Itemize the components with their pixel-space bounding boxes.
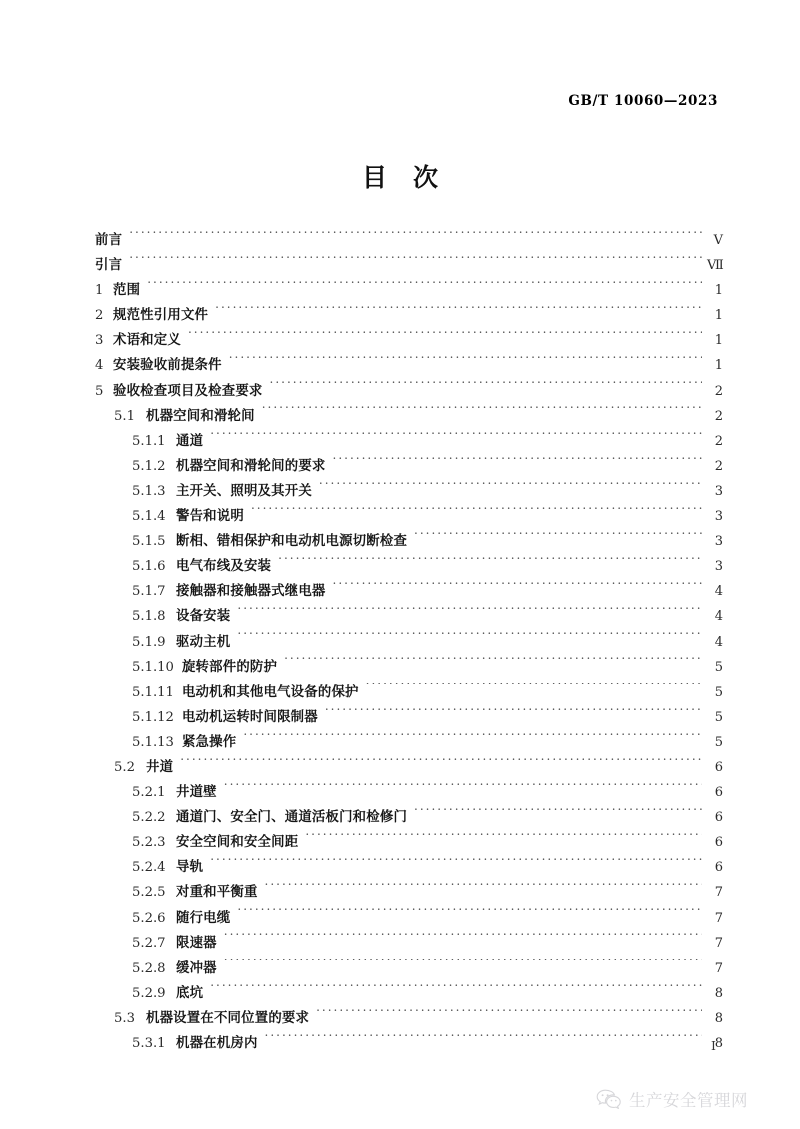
toc-entry-number: 5.1.7 xyxy=(132,584,166,600)
toc-entry-page-number: 4 xyxy=(714,609,723,625)
toc-entry-page-number: 2 xyxy=(714,433,723,449)
toc-entry-label: 验收检查项目及检查要求 xyxy=(113,383,263,399)
toc-dot-leader xyxy=(270,381,703,394)
toc-entry[interactable] xyxy=(95,404,723,429)
toc-entry-page-number: Ⅴ xyxy=(713,233,723,248)
toc-dot-leader xyxy=(210,432,702,445)
toc-entry[interactable] xyxy=(95,931,723,956)
toc-dot-leader xyxy=(305,833,702,846)
toc-dot-leader xyxy=(129,231,702,244)
toc-dot-leader xyxy=(210,984,702,997)
toc-entry-page-number: Ⅶ xyxy=(707,258,724,274)
toc-entry-page-number: 5 xyxy=(714,734,723,750)
toc-entry[interactable] xyxy=(95,1031,723,1056)
toc-dot-leader xyxy=(278,557,702,570)
toc-entry[interactable] xyxy=(95,604,723,629)
toc-entry[interactable] xyxy=(95,855,723,880)
toc-entry-page-number: 2 xyxy=(714,458,723,474)
toc-entry-page-number: 1 xyxy=(714,333,723,349)
toc-entry-label: 通道门、安全门、通道活板门和检修门 xyxy=(176,810,408,826)
toc-entry-page-number: 6 xyxy=(714,835,723,851)
toc-entry-number: 5.1.4 xyxy=(132,509,166,525)
toc-entry[interactable] xyxy=(95,228,723,253)
toc-dot-leader xyxy=(265,1034,702,1047)
toc-dot-leader xyxy=(237,908,702,921)
toc-entry-number: 5.1.8 xyxy=(132,609,166,625)
standard-number-header: GB/T 10060—2023 xyxy=(568,93,718,109)
toc-dot-leader xyxy=(284,657,702,670)
toc-entry-page-number: 7 xyxy=(714,910,723,926)
watermark xyxy=(596,1087,748,1111)
toc-entry-number: 5.1.1 xyxy=(132,433,166,449)
toc-entry-label: 电气布线及安装 xyxy=(176,559,272,575)
toc-entry-number: 3 xyxy=(95,333,104,349)
toc-entry[interactable] xyxy=(95,379,723,404)
toc-entry-page-number: 7 xyxy=(714,885,723,901)
toc-entry[interactable] xyxy=(95,655,723,680)
toc-entry-number: 5.1.5 xyxy=(132,534,166,550)
toc-entry-label: 警告和说明 xyxy=(176,509,244,525)
toc-entry-number: 5.2 xyxy=(114,759,135,775)
toc-entry[interactable] xyxy=(95,630,723,655)
toc-entry[interactable] xyxy=(95,981,723,1006)
toc-dot-leader xyxy=(237,632,702,645)
toc-dot-leader xyxy=(262,406,702,419)
toc-entry-label: 限速器 xyxy=(176,935,217,951)
toc-dot-leader xyxy=(215,306,702,319)
toc-entry[interactable] xyxy=(95,705,723,730)
toc-dot-leader xyxy=(319,482,702,495)
toc-entry-page-number: 6 xyxy=(714,759,723,775)
toc-entry[interactable] xyxy=(95,1006,723,1031)
toc-entry-number: 5.2.7 xyxy=(132,935,166,951)
toc-entry-label: 通道 xyxy=(176,433,204,449)
toc-entry[interactable] xyxy=(95,880,723,905)
toc-dot-leader xyxy=(243,733,702,746)
toc-entry-label: 机器空间和滑轮间的要求 xyxy=(176,458,326,474)
toc-entry[interactable] xyxy=(95,504,723,529)
toc-entry-label: 驱动主机 xyxy=(176,634,231,650)
toc-entry-page-number: 3 xyxy=(714,534,723,550)
toc-entry-label: 井道 xyxy=(146,759,174,775)
toc-entry[interactable] xyxy=(95,680,723,705)
toc-dot-leader xyxy=(224,783,702,796)
toc-entry-page-number: 2 xyxy=(714,408,723,424)
toc-entry-number: 5.1.11 xyxy=(132,684,174,700)
page-title-char-1: 目 xyxy=(361,163,387,192)
toc-entry[interactable] xyxy=(95,429,723,454)
toc-entry[interactable] xyxy=(95,303,723,328)
toc-entry-label: 断相、错相保护和电动机电源切断检查 xyxy=(176,534,408,550)
toc-entry-number: 5.2.5 xyxy=(132,885,166,901)
toc-entry-page-number: 3 xyxy=(714,509,723,525)
toc-entry-label: 设备安装 xyxy=(176,609,231,625)
toc-entry-number: 5.3.1 xyxy=(132,1036,166,1051)
toc-entry-page-number: 6 xyxy=(714,785,723,801)
toc-entry-page-number: 6 xyxy=(714,810,723,826)
toc-entry-label: 对重和平衡重 xyxy=(176,885,258,901)
toc-entry-label: 电动机运转时间限制器 xyxy=(181,709,318,725)
toc-entry-number: 5.1.9 xyxy=(132,634,166,650)
toc-dot-leader xyxy=(224,959,702,972)
toc-entry[interactable] xyxy=(95,529,723,554)
toc-entry-page-number: 7 xyxy=(714,960,723,976)
toc-entry[interactable] xyxy=(95,579,723,604)
toc-entry-page-number: 1 xyxy=(714,308,723,324)
toc-entry-number: 5.1 xyxy=(114,408,135,424)
watermark-text: 生产安全管理网 xyxy=(629,1091,748,1110)
toc-entry[interactable] xyxy=(95,328,723,353)
toc-dot-leader xyxy=(237,607,702,620)
toc-entry-label: 紧急操作 xyxy=(181,734,237,750)
toc-entry-page-number: 4 xyxy=(714,634,723,650)
toc-entry-label: 接触器和接触器式继电器 xyxy=(176,584,326,600)
toc-dot-leader xyxy=(210,858,702,871)
toc-entry-page-number: 7 xyxy=(714,935,723,951)
toc-entry-page-number: 3 xyxy=(714,483,723,499)
toc-entry-number: 1 xyxy=(95,283,104,299)
toc-entry-number: 5.2.9 xyxy=(132,985,166,1001)
toc-entry-number: 5.2.8 xyxy=(132,960,166,976)
toc-entry-number: 5.2.1 xyxy=(132,785,166,801)
toc-dot-leader xyxy=(251,507,702,520)
toc-entry-page-number: 3 xyxy=(714,559,723,575)
toc-dot-leader xyxy=(224,933,702,946)
toc-entry[interactable] xyxy=(95,755,723,780)
toc-entry-page-number: 8 xyxy=(714,985,723,1001)
toc-entry-label: 机器设置在不同位置的要求 xyxy=(146,1010,310,1026)
toc-entry-number: 5.1.13 xyxy=(132,734,174,750)
toc-entry-number: 5.3 xyxy=(114,1010,135,1026)
toc-entry-label: 随行电缆 xyxy=(176,910,231,926)
toc-entry-number: 5.1.12 xyxy=(132,709,174,725)
toc-entry-label: 术语和定义 xyxy=(113,333,181,349)
toc-entry-page-number: 5 xyxy=(714,684,723,700)
toc-entry-label: 井道壁 xyxy=(176,785,217,801)
page-title xyxy=(0,158,800,194)
toc-dot-leader xyxy=(229,356,702,369)
toc-entry-number: 4 xyxy=(95,358,104,374)
toc-entry-page-number: 4 xyxy=(714,584,723,600)
toc-entry-page-number: 2 xyxy=(714,383,723,399)
toc-entry[interactable] xyxy=(95,353,723,378)
toc-entry-number: 5 xyxy=(95,383,104,399)
toc-dot-leader xyxy=(414,532,702,545)
toc-entry[interactable] xyxy=(95,730,723,755)
toc-entry-label: 旋转部件的防护 xyxy=(181,659,278,675)
toc-entry-label: 导轨 xyxy=(176,860,204,876)
toc-entry[interactable] xyxy=(95,253,723,278)
toc-entry[interactable] xyxy=(95,554,723,579)
toc-entry-label: 安全空间和安全间距 xyxy=(176,835,299,851)
toc-dot-leader xyxy=(180,758,702,771)
toc-dot-leader xyxy=(188,331,702,344)
toc-dot-leader xyxy=(414,808,702,821)
toc-entry-number: 5.1.3 xyxy=(132,483,166,499)
toc-entry-page-number: 1 xyxy=(714,358,723,374)
toc-entry[interactable] xyxy=(95,805,723,830)
toc-entry-label: 规范性引用文件 xyxy=(113,308,209,324)
toc-dot-leader xyxy=(316,1009,702,1022)
toc-dot-leader xyxy=(129,256,702,269)
toc-entry-number: 2 xyxy=(95,308,104,324)
toc-entry-label: 缓冲器 xyxy=(176,960,217,976)
toc-dot-leader xyxy=(265,883,702,896)
folio-page-number: Ⅰ xyxy=(711,1038,716,1053)
toc-entry-page-number: 6 xyxy=(714,860,723,876)
toc-entry[interactable] xyxy=(95,956,723,981)
toc-entry-label: 电动机和其他电气设备的保护 xyxy=(181,684,359,700)
toc-entry-number: 5.1.10 xyxy=(132,659,174,675)
wechat-icon xyxy=(596,1089,622,1109)
toc-dot-leader xyxy=(147,281,702,294)
toc-entry[interactable] xyxy=(95,780,723,805)
toc-dot-leader xyxy=(333,582,703,595)
table-of-contents xyxy=(95,228,723,1056)
toc-entry-label: 前言 xyxy=(95,233,123,248)
toc-entry-page-number: 8 xyxy=(714,1036,723,1051)
toc-entry[interactable] xyxy=(95,454,723,479)
toc-entry-label: 引言 xyxy=(95,258,123,274)
toc-entry-page-number: 8 xyxy=(714,1010,723,1026)
toc-entry-number: 5.1.6 xyxy=(132,559,166,575)
toc-entry[interactable] xyxy=(95,830,723,855)
toc-entry-label: 机器空间和滑轮间 xyxy=(146,408,255,424)
toc-entry-label: 范围 xyxy=(113,283,141,299)
toc-entry-label: 机器在机房内 xyxy=(176,1036,258,1051)
toc-entry-number: 5.2.4 xyxy=(132,860,166,876)
toc-dot-leader xyxy=(366,683,702,696)
toc-entry-number: 5.2.3 xyxy=(132,835,166,851)
toc-entry[interactable] xyxy=(95,278,723,303)
toc-entry-label: 安装验收前提条件 xyxy=(113,358,222,374)
toc-entry-page-number: 5 xyxy=(714,709,723,725)
page-title-char-2: 次 xyxy=(413,163,439,192)
toc-entry-label: 主开关、照明及其开关 xyxy=(176,483,312,499)
toc-entry[interactable] xyxy=(95,479,723,504)
toc-entry-number: 5.2.6 xyxy=(132,910,166,926)
toc-entry[interactable] xyxy=(95,906,723,931)
toc-dot-leader xyxy=(325,708,702,721)
toc-entry-label: 底坑 xyxy=(176,985,204,1001)
toc-entry-number: 5.2.2 xyxy=(132,810,166,826)
toc-entry-page-number: 5 xyxy=(714,659,723,675)
toc-dot-leader xyxy=(333,457,703,470)
toc-entry-number: 5.1.2 xyxy=(132,458,166,474)
toc-entry-page-number: 1 xyxy=(714,283,723,299)
